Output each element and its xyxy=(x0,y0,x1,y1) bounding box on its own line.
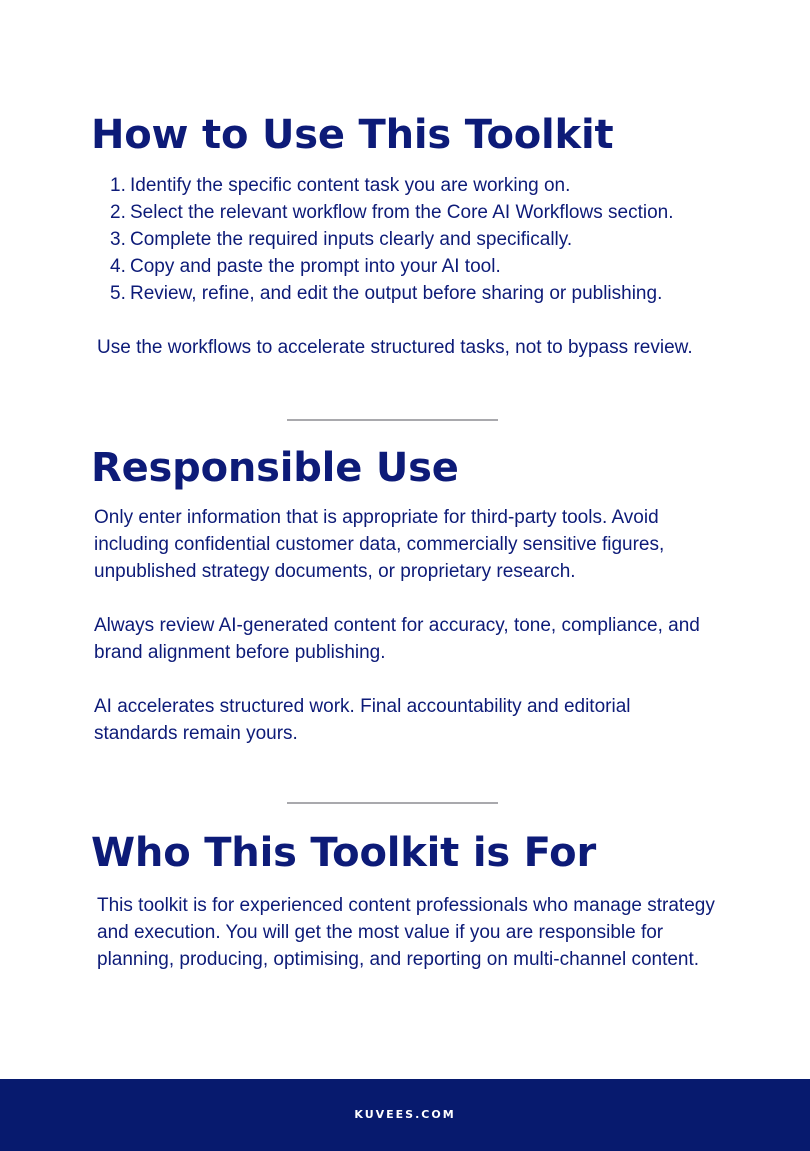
list-item xyxy=(110,226,790,253)
footer-site-label: KUVEES.COM xyxy=(354,1108,456,1121)
responsible-use-heading: Responsible Use xyxy=(91,445,459,491)
how-to-use-heading: How to Use This Toolkit xyxy=(91,112,614,158)
step-text: Identify the specific content task you are working on. xyxy=(130,175,571,196)
step-number: 4. xyxy=(110,256,126,277)
step-text: Complete the required inputs clearly and specifically. xyxy=(130,229,573,250)
list-item xyxy=(110,199,790,226)
step-text: Select the relevant workflow from the Core AI Workflows section. xyxy=(130,202,674,223)
steps-list xyxy=(110,172,790,307)
responsible-use-paragraph-3: AI accelerates structured work. Final accountability and editorial standards remain yours. xyxy=(94,696,631,744)
list-item xyxy=(110,253,790,280)
step-text: Copy and paste the prompt into your AI tool. xyxy=(130,256,501,277)
step-number: 1. xyxy=(110,175,126,196)
how-to-note: Use the workflows to accelerate structured tasks, not to bypass review. xyxy=(97,337,693,358)
who-for-paragraph: This toolkit is for experienced content professionals who manage strategy and execution. You will get the most value if you are responsible for planning, producing, optimising, and reporting on multi-channel content. xyxy=(97,895,715,970)
step-number: 3. xyxy=(110,229,126,250)
responsible-use-paragraph-1: Only enter information that is appropriate for third-party tools. Avoid including confidential customer data, commercially sensitive figures, unpublished strategy documents, or proprietary research. xyxy=(94,507,665,582)
section-divider xyxy=(287,802,498,804)
step-number: 5. xyxy=(110,283,126,304)
responsible-use-paragraph-2: Always review AI-generated content for accuracy, tone, compliance, and brand alignment before publishing. xyxy=(94,615,700,663)
list-item xyxy=(110,280,790,307)
list-item xyxy=(110,172,790,199)
section-divider xyxy=(287,419,498,421)
step-text: Review, refine, and edit the output before sharing or publishing. xyxy=(130,283,663,304)
who-for-heading: Who This Toolkit is For xyxy=(91,830,596,876)
step-number: 2. xyxy=(110,202,126,223)
footer-bar xyxy=(0,1079,810,1151)
